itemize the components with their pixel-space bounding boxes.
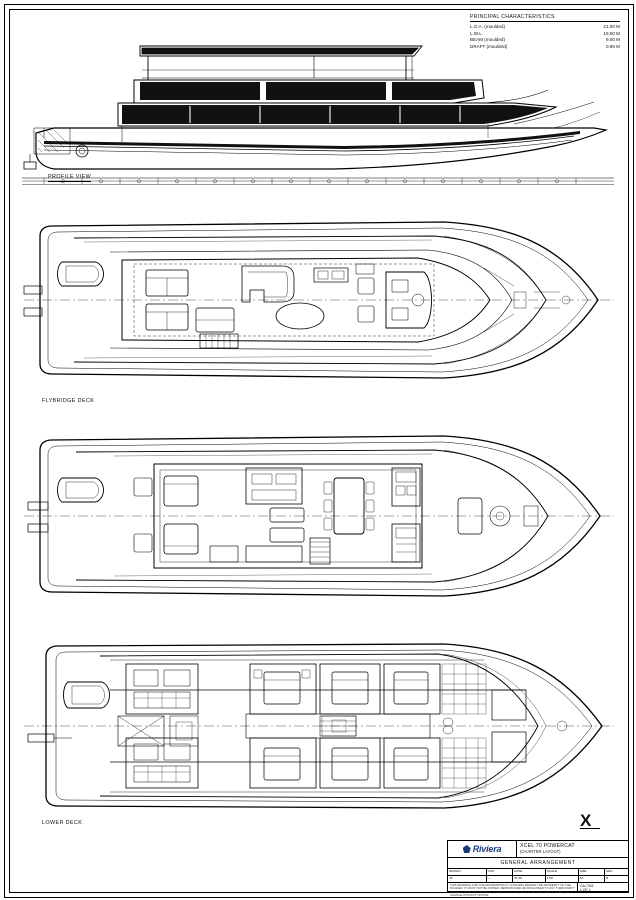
project-name: [517, 841, 628, 857]
x-brand-mark: X: [580, 812, 600, 829]
view-label-profile: PROFILE VIEW: [48, 174, 92, 180]
specs-title: PRINCIPAL CHARACTERISTICS: [470, 14, 620, 22]
grid-header: SIZE: [579, 869, 606, 875]
profile-view: [14, 20, 622, 190]
grid-value: A3: [579, 876, 606, 882]
spec-value: 21.00 M: [603, 24, 620, 30]
grid-header: DATE: [513, 869, 546, 875]
title-block-grid-values: [448, 876, 628, 883]
drawing-title: GENERAL ARRANGEMENT: [448, 858, 628, 869]
title-block: [447, 840, 629, 897]
title-block-footer: [448, 883, 628, 897]
sheet-info: [578, 883, 628, 891]
title-block-header: [448, 841, 628, 858]
spec-label: L.W.L.: [470, 30, 484, 36]
project-line-2: (CHARTER LAYOUT): [520, 849, 561, 854]
spec-label: BEAM (moulded): [470, 37, 505, 43]
view-label-lower: LOWER DECK: [42, 820, 83, 826]
spec-value: 9.00 M: [605, 37, 620, 43]
sheet-number: 1 OF 1: [580, 888, 591, 892]
builder-logo: [448, 841, 517, 857]
spec-label: L.O.A. (moulded): [470, 24, 505, 30]
grid-value: JS: [448, 876, 487, 882]
grid-value: —: [487, 876, 514, 882]
spec-label: DRAFT (moulded): [470, 43, 508, 49]
drawing-number: GA-7001: [580, 884, 594, 888]
grid-header: DRAWN: [448, 869, 487, 875]
grid-value: 01.06: [513, 876, 546, 882]
logo-text: Riviera: [472, 844, 502, 854]
title-block-grid-headers: [448, 869, 628, 876]
main-deck-view: [14, 420, 622, 618]
spec-value: 19.50 M: [603, 30, 620, 36]
disclaimer-text: THIS DRAWING AND THE INFORMATION IT CONTAINS REMAIN THE PROPERTY OF THE BUILDER. IT MUST NOT BE COPIED, REPRODUCED OR DISCLOSED TO ANY THIRD PARTY WITHOUT WRITTEN CONSENT. DIMENSIONS ARE INDICATIVE ONLY AND SUBJECT TO CHANGE WITHOUT NOTICE.: [448, 883, 578, 891]
grid-value: 1:50: [546, 876, 579, 882]
grid-header: REV: [606, 869, 613, 873]
view-label-flybridge: FLYBRIDGE DECK: [42, 398, 95, 404]
logo-mark-icon: [463, 845, 471, 853]
flybridge-deck-view: [14, 208, 622, 404]
grid-value: B: [606, 876, 609, 880]
project-line-1: XCEL 70 POWERCAT: [520, 843, 575, 849]
grid-header: SCALE: [546, 869, 579, 875]
spec-value: 0.90 M: [605, 43, 620, 49]
grid-header: CHK: [487, 869, 514, 875]
lower-deck-view: [14, 630, 622, 830]
